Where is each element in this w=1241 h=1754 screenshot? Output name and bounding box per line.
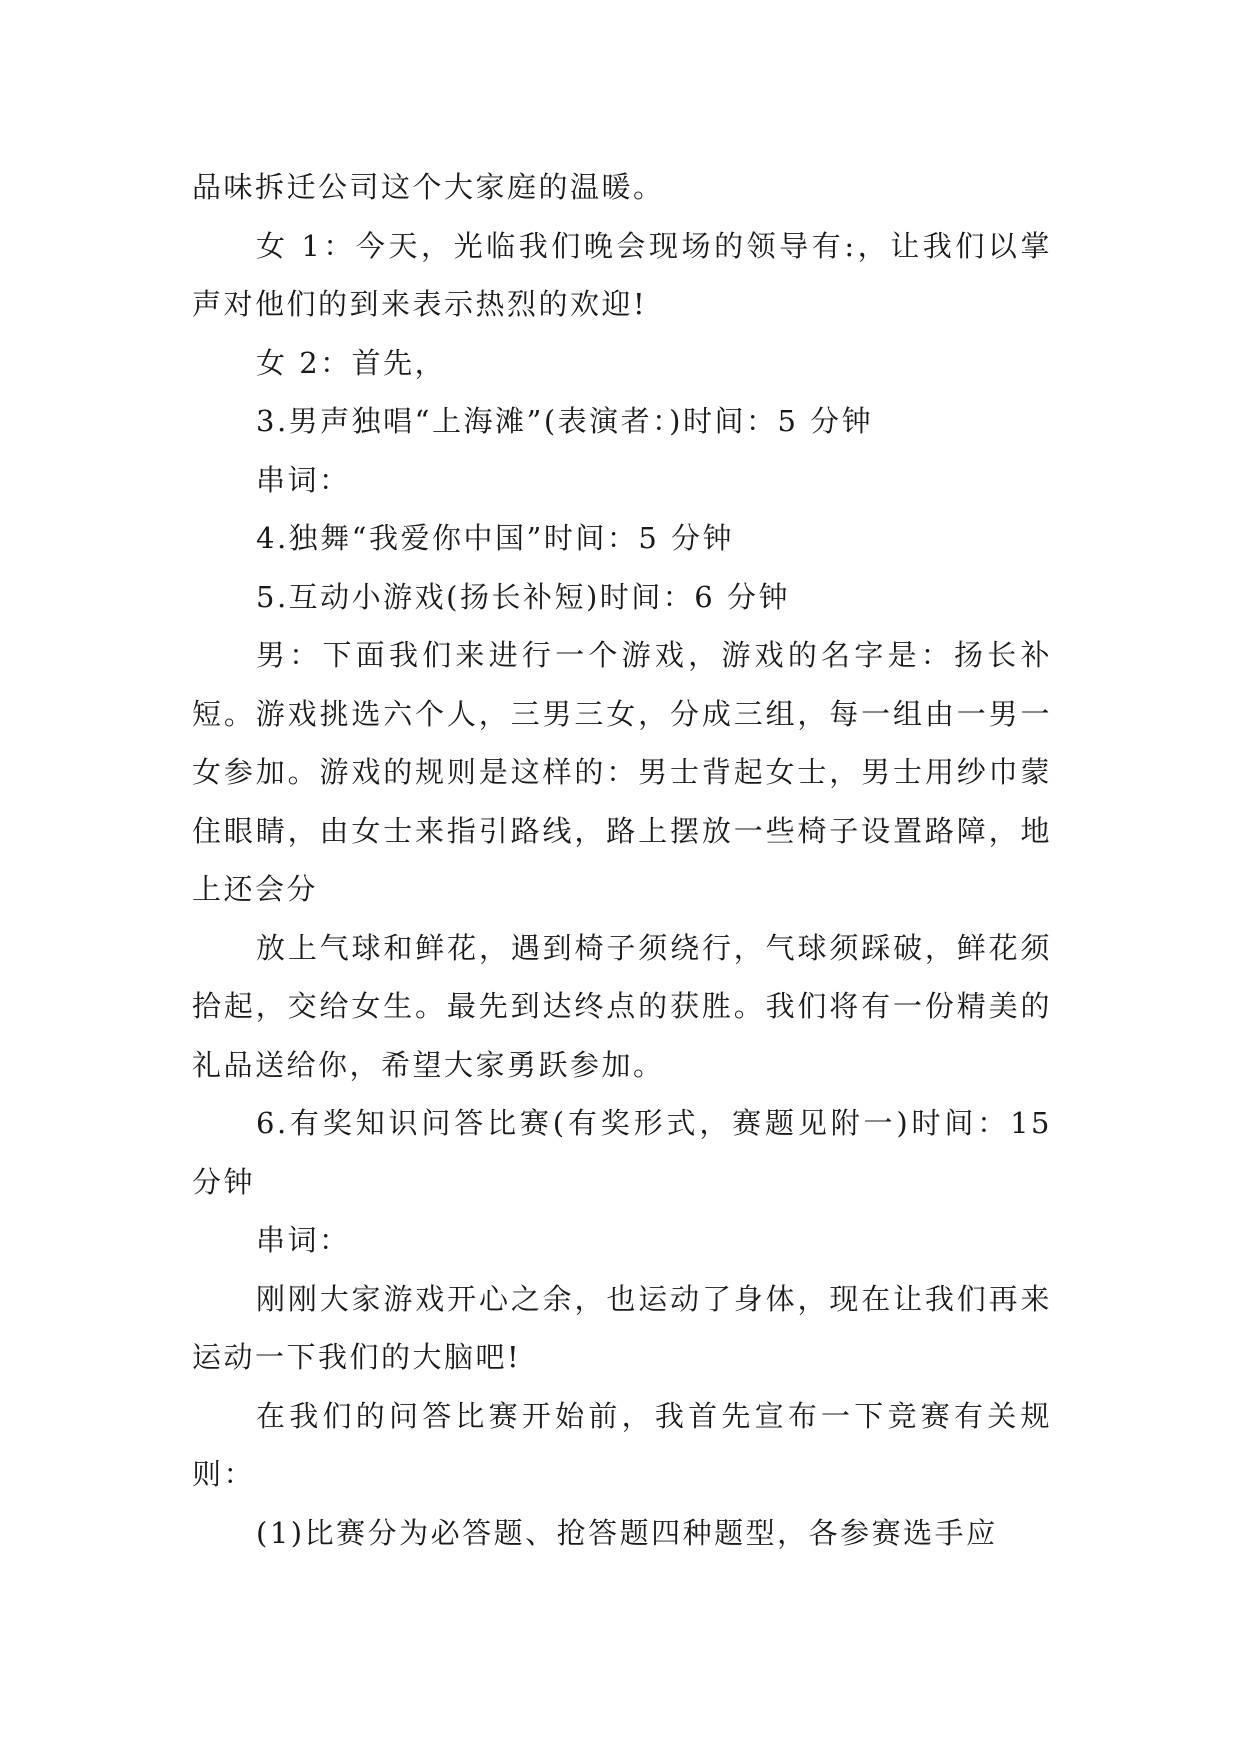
paragraph-14: (1)比赛分为必答题、抢答题四种题型，各参赛选手应 xyxy=(256,1515,998,1550)
paragraph-5: 串词： xyxy=(256,462,351,497)
paragraph-12: 刚刚大家游戏开心之余，也运动了身体，现在让我们再来运动一下我们的大脑吧! xyxy=(192,1281,1052,1374)
paragraph-6: 4.独舞“我爱你中国”时间：5 分钟 xyxy=(256,521,734,555)
paragraph-8: 男：下面我们来进行一个游戏，游戏的名字是：扬长补短。游戏挑选六个人，三男三女，分成三组，每一组由一男一女参加。游戏的规则是这样的：男士背起女士，男士用纱巾蒙住眼睛，由女士来指引路线，路上摆放一些椅子设置路障，地上还会分 xyxy=(192,638,1052,906)
paragraph-11: 串词： xyxy=(256,1223,351,1257)
paragraph-10: 6.有奖知识问答比赛(有奖形式，赛题见附一)时间：15 分钟 xyxy=(192,1106,1052,1199)
paragraph-4: 3.男声独唱“上海滩”(表演者：)时间：5 分钟 xyxy=(256,404,874,438)
paragraph-13: 在我们的问答比赛开始前，我首先宣布一下竞赛有关规则： xyxy=(192,1398,1052,1491)
paragraph-3: 女 2：首先， xyxy=(256,345,447,380)
paragraph-9: 放上气球和鲜花，遇到椅子须绕行，气球须踩破，鲜花须拾起，交给女生。最先到达终点的获胜。我们将有一份精美的礼品送给你，希望大家勇跃参加。 xyxy=(192,930,1052,1082)
document-body xyxy=(192,158,1052,1562)
paragraph-1: 品味拆迁公司这个大家庭的温暖。 xyxy=(192,170,665,204)
paragraph-2: 女 1：今天，光临我们晚会现场的领导有:，让我们以掌声对他们的到来表示热烈的欢迎! xyxy=(192,228,1052,321)
paragraph-7: 5.互动小游戏(扬长补短)时间：6 分钟 xyxy=(256,579,790,614)
